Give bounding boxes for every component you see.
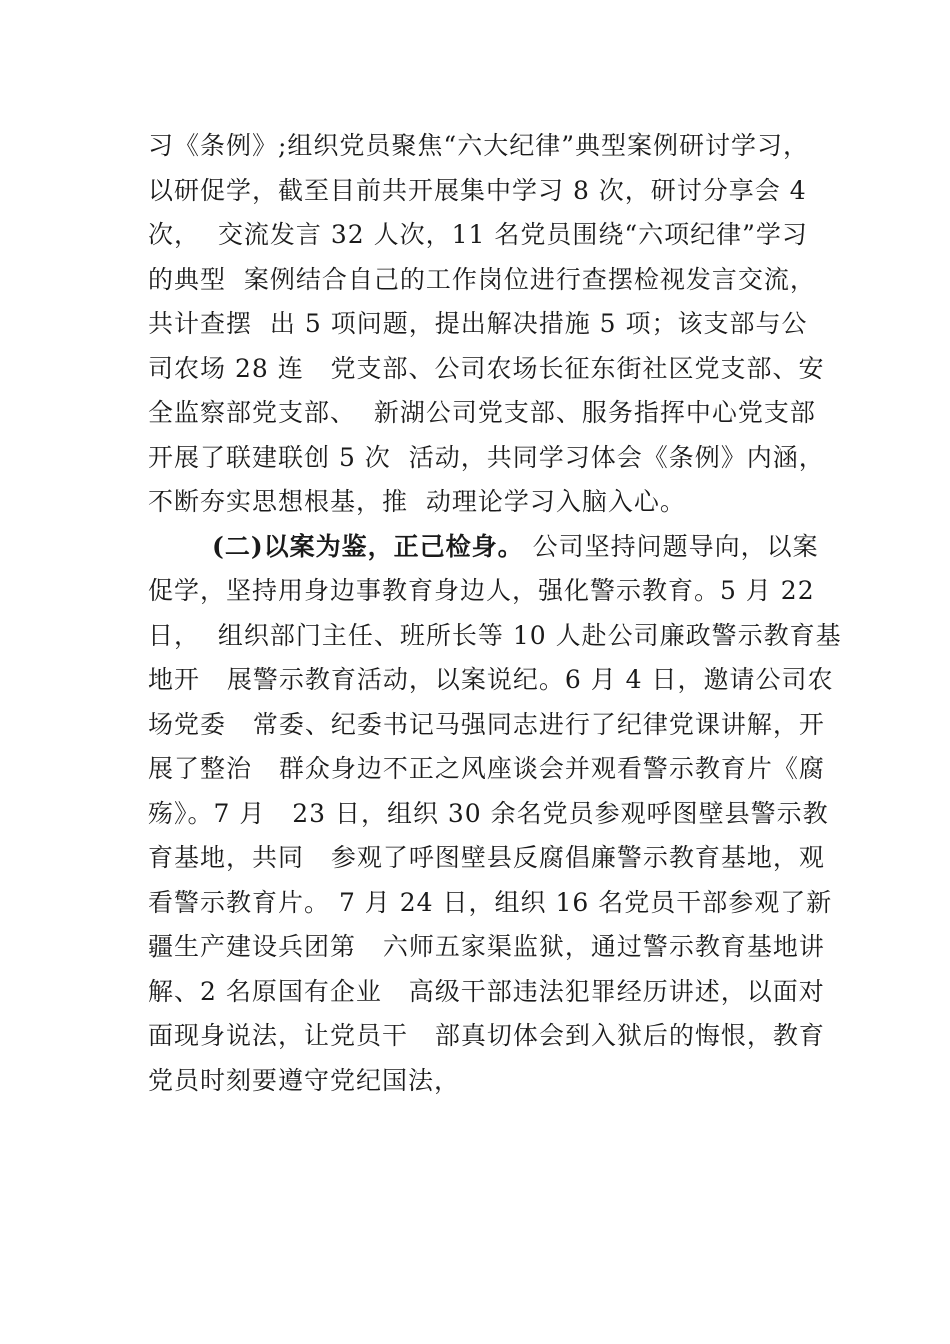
text-line: 面现身说法，让党员干 部真切体会到入狱后的悔恨，教育 [148,1021,825,1050]
text-line: 疆生产建设兵团第 六师五家渠监狱，通过警示教育基地讲 [148,932,825,961]
text-line: 司农场 28 连 党支部、公司农场长征东街社区党支部、安 [148,353,825,383]
text-line: 全监察部党支部、 新湖公司党支部、服务指挥中心党支部 [148,398,816,427]
text-line: 的典型 案例结合自己的工作岗位进行查摆检视发言交流， [148,264,816,294]
text-line: 不断夯实思想根基，推 动理论学习入脑入心。 [148,487,686,516]
section-heading: (二)以案为鉴，正己检身。 [212,531,524,561]
text-line: 习《条例》;组织党员聚焦“六大纪律”典型案例研讨学习， [148,131,809,160]
text-line: 促学，坚持用身边事教育身边人，强化警示教育。5 月 22 [148,576,815,605]
section-2-first-line [148,525,848,570]
text-line: 场党委 常委、纪委书记马强同志进行了纪律党课讲解，开 [148,709,825,739]
text-line: 共计查摆 出 5 项问题，提出解决措施 5 项；该支部与公 [148,309,808,338]
text-line: 地开 展警示教育活动，以案说纪。6 月 4 日，邀请公司农 [148,665,834,694]
text-line: 解、2 名原国有企业 高级干部违法犯罪经历讲述，以面对 [148,976,825,1006]
text-line: 次， 交流发言 32 人次，11 名党员围绕“六项纪律”学习 [148,220,808,249]
text-line: 看警示教育片。 7 月 24 日，组织 16 名党员干部参观了新 [148,887,833,917]
text-line: 育基地，共同 参观了呼图壁县反腐倡廉警示教育基地，观 [148,843,825,872]
text-span: 公司坚持问题导向，以案 [523,531,819,561]
document-body [148,124,848,1103]
text-line: 以研促学，截至目前共开展集中学习 8 次，研讨分享会 4 [148,175,807,205]
text-line: 日， 组织部门主任、班所长等 10 人赴公司廉政警示教育基 [148,620,842,650]
text-line: 展了整治 群众身边不正之风座谈会并观看警示教育片《腐 [148,754,825,783]
text-line: 党员时刻要遵守党纪国法， [148,1065,461,1095]
text-line: 殇》。7 月 23 日，组织 30 余名党员参观呼图壁县警示教 [148,798,829,828]
text-line: 开展了联建联创 5 次 活动，共同学习体会《条例》内涵， [148,442,825,472]
